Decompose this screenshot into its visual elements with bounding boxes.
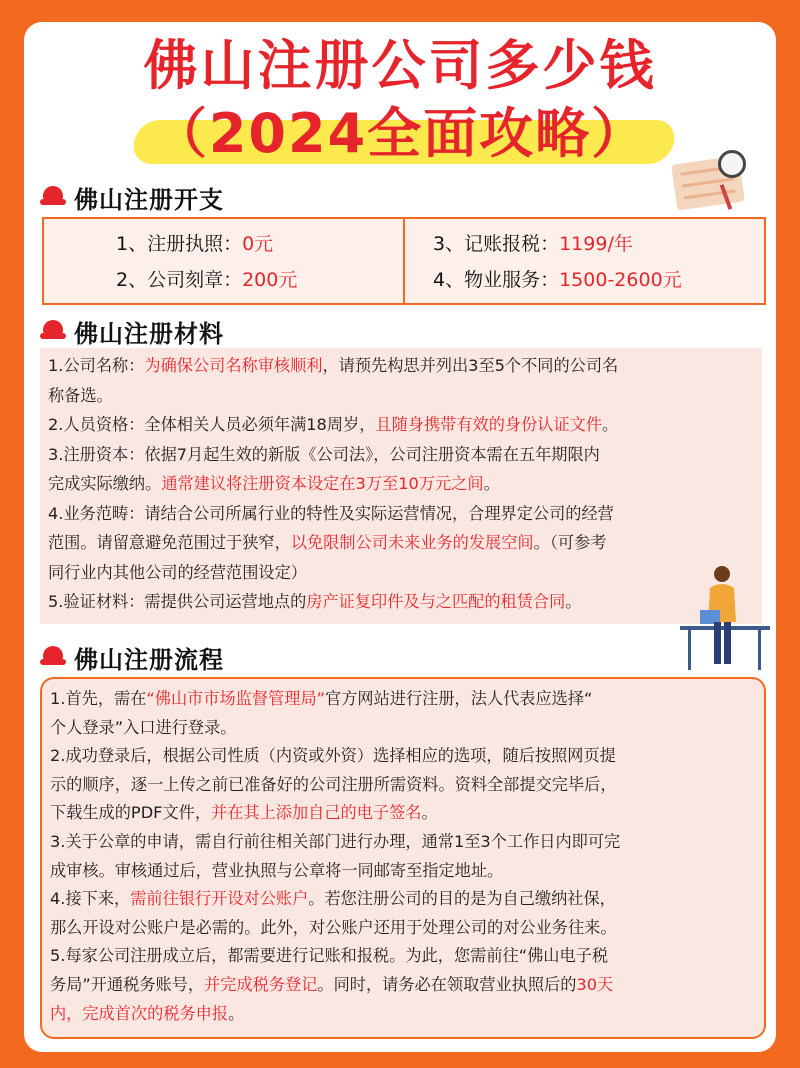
magnifier-icon [718, 150, 746, 178]
cost-item [433, 229, 633, 256]
highlighted-text: “佛山市市场监督管理局” [146, 689, 326, 708]
text-segment: 2.成功登录后，根据公司性质（内资或外资）选择相应的选项，随后按照网页提 [50, 746, 616, 766]
cost-label: 3、记账报税： [433, 233, 560, 255]
section-heading-process [40, 640, 224, 674]
text-line [42, 716, 764, 739]
cloud-icon [40, 186, 66, 208]
text-line [42, 859, 764, 882]
text-segment: 同行业内其他公司的经营范围设定） [48, 562, 307, 582]
cost-item [116, 229, 273, 256]
highlighted-text: 且随身携带有效的身份认证文件 [375, 415, 603, 434]
cost-item [433, 265, 682, 292]
highlighted-text: 房产证复印件及与之匹配的租赁合同 [306, 592, 566, 611]
cost-value: 1500-2600元 [559, 269, 682, 291]
highlighted-text: 以免限制公司未来业务的发展空间 [290, 533, 534, 552]
text-segment: 5.每家公司注册成立后，都需要进行记账和报税。为此，您需前往“佛山电子税 [50, 946, 609, 966]
text-segment: 务局”开通税务账号， [50, 975, 205, 994]
text-line [40, 502, 762, 525]
section-title: 佛山注册流程 [74, 645, 224, 674]
text-line [42, 973, 764, 996]
process-panel [40, 677, 766, 1039]
text-segment: 下载生成的PDF文件， [50, 803, 212, 823]
poster-card [24, 22, 776, 1052]
text-segment: 5.验证材料：需提供公司运营地点的 [48, 592, 307, 611]
text-segment: 称备选。 [48, 385, 113, 405]
text-segment: 3.注册资本：依据7月起生效的新版《公司法》，公司注册资本需在五年期限内 [48, 444, 600, 464]
text-segment: 1.首先，需在 [50, 689, 147, 708]
text-line [40, 561, 762, 584]
cost-value: 200元 [242, 269, 298, 291]
text-segment: ，请预先构思并列出3至5个不同的公司名 [322, 356, 619, 375]
text-line [42, 944, 764, 967]
section-title: 佛山注册材料 [74, 319, 224, 348]
text-segment: 。若您注册公司的目的是为自己缴纳社保， [308, 889, 616, 909]
highlighted-text: 需前往银行开设对公账户 [130, 889, 309, 909]
cost-item [116, 265, 297, 292]
text-segment: 1.公司名称： [48, 356, 145, 375]
text-segment: 那么开设对公账户是必需的。此外，对公账户还用于处理公司的对公业务往来。 [50, 917, 617, 937]
cloud-icon [40, 320, 66, 342]
text-line [42, 916, 764, 939]
text-segment: 。 [565, 592, 582, 611]
text-segment: 示的顺序，逐一上传之前已准备好的公司注册所需资料。资料全部提交完毕后， [50, 774, 617, 794]
text-line [42, 687, 764, 710]
cost-label: 1、注册执照： [116, 233, 243, 255]
text-segment: 。 [228, 1003, 245, 1023]
text-segment: 4.业务范畴：请结合公司所属行业的特性及实际运营情况，合理界定公司的经营 [48, 503, 614, 523]
highlighted-text: 为确保公司名称审核顺利 [144, 356, 323, 375]
text-line [42, 1002, 764, 1025]
text-segment: 官方网站进行注册，法人代表应选择“ [325, 689, 593, 708]
text-segment: 完成实际缴纳。 [48, 474, 162, 493]
costs-column-right [403, 219, 764, 303]
text-segment: 。 [602, 415, 619, 434]
text-segment: 3.关于公章的申请，需自行前往相关部门进行办理，通常1至3个工作日内即可完 [50, 832, 621, 851]
costs-table [42, 217, 766, 305]
text-segment: 。 [483, 474, 500, 493]
highlighted-text: 通常建议将注册资本设定在3万至10万元之间 [161, 474, 484, 493]
cost-label: 4、物业服务： [433, 269, 560, 291]
text-line [40, 531, 762, 554]
text-line [40, 443, 762, 466]
text-line [40, 384, 762, 407]
cost-label: 2、公司刻章： [116, 269, 243, 291]
materials-panel [40, 348, 762, 624]
highlighted-text: 并完成税务登记 [204, 975, 318, 994]
text-line [42, 744, 764, 767]
section-heading-materials [40, 314, 224, 348]
cloud-icon [40, 646, 66, 668]
section-heading-costs [40, 180, 224, 214]
text-segment: 。 [421, 803, 438, 823]
text-line [40, 413, 762, 436]
text-line [40, 590, 762, 613]
section-title: 佛山注册开支 [74, 185, 224, 214]
costs-column-left [44, 219, 403, 303]
page-title: 佛山注册公司多少钱 [143, 34, 657, 97]
highlighted-text: 30天 [576, 975, 614, 994]
text-segment: 个人登录”入口进行登录。 [50, 717, 237, 737]
highlighted-text: 并在其上添加自己的电子签名 [211, 803, 422, 823]
text-line [40, 472, 762, 495]
text-segment: 。同时，请务必在领取营业执照后的 [317, 975, 577, 994]
text-line [42, 773, 764, 796]
text-segment: 4.接下来， [50, 889, 131, 909]
page-subtitle: （2024全面攻略） [152, 102, 648, 165]
text-segment: 。（可参考 [533, 533, 607, 552]
person-illustration [680, 562, 770, 672]
text-line [42, 801, 764, 824]
highlighted-text: 内，完成首次的税务申报 [50, 1003, 229, 1023]
text-segment: 范围。请留意避免范围过于狭窄， [48, 533, 291, 552]
text-segment: 2.人员资格：全体相关人员必须年满18周岁， [48, 415, 376, 434]
text-segment: 成审核。审核通过后，营业执照与公章将一同邮寄至指定地址。 [50, 860, 504, 880]
text-line [42, 830, 764, 853]
text-line [42, 887, 764, 910]
cost-value: 1199/年 [559, 233, 633, 255]
text-line [40, 354, 762, 377]
cost-value: 0元 [242, 233, 274, 255]
